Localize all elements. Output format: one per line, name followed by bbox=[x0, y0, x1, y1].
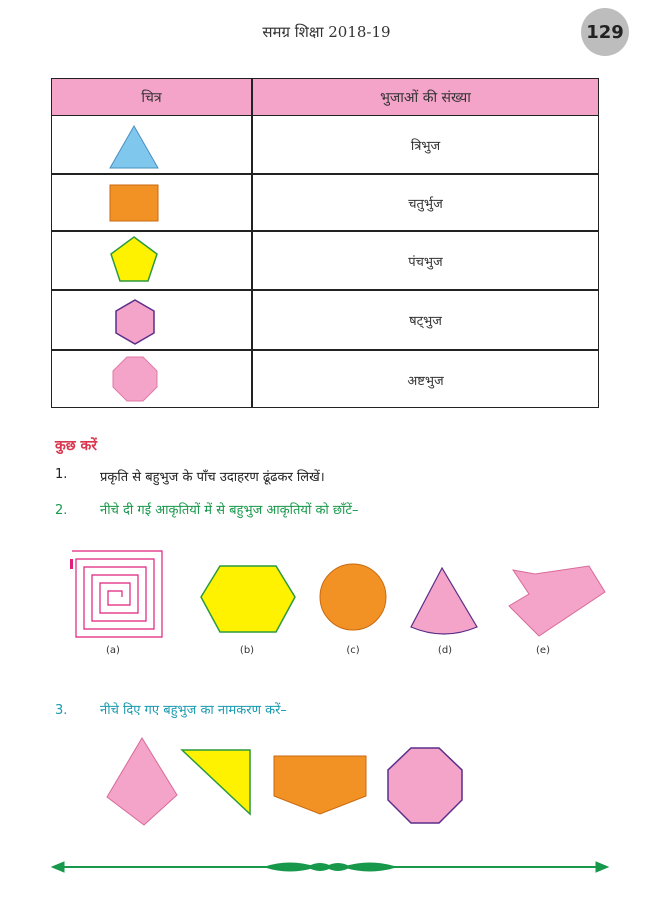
cone-figure bbox=[408, 565, 480, 643]
question-number: 2. bbox=[55, 503, 68, 518]
figure-caption: (d) bbox=[437, 645, 453, 656]
decorative-divider bbox=[50, 855, 610, 879]
table-row-label: त्रिभुज bbox=[410, 139, 441, 154]
table-row-label: चतुर्भुज bbox=[408, 196, 443, 212]
question-text: नीचे दी गई आकृतियों में से बहुभुज आकृतियों को छाँटें– bbox=[100, 503, 359, 518]
triangle-icon bbox=[108, 124, 160, 170]
octagon-figure bbox=[385, 746, 465, 826]
spiral-figure bbox=[62, 545, 172, 641]
table-row-label: अष्टभुज bbox=[407, 373, 444, 389]
figure-caption: (c) bbox=[346, 645, 360, 656]
column-header-sides: भुजाओं की संख्या bbox=[380, 90, 471, 106]
hexagon-figure bbox=[198, 563, 298, 635]
question-number: 3. bbox=[55, 703, 68, 718]
octagon-icon bbox=[111, 355, 159, 403]
circle-figure bbox=[318, 562, 388, 632]
figure-caption: (b) bbox=[239, 645, 255, 656]
right-triangle-figure bbox=[180, 748, 254, 818]
irregular-polygon-figure bbox=[505, 562, 609, 640]
table-row-label: पंचभुज bbox=[408, 254, 443, 270]
question-number: 1. bbox=[55, 467, 68, 482]
page-number-badge: 129 bbox=[581, 8, 629, 56]
polygon-table bbox=[51, 78, 599, 408]
figure-caption: (a) bbox=[106, 645, 120, 656]
table-row-label: षट्भुज bbox=[409, 314, 442, 329]
irregular-pentagon-figure bbox=[272, 754, 368, 816]
figure-caption: (e) bbox=[536, 645, 550, 656]
page-header: समग्र शिक्षा 2018-19 bbox=[262, 23, 391, 41]
rectangle-icon bbox=[108, 183, 160, 223]
column-header-picture: चित्र bbox=[141, 90, 162, 106]
kite-figure bbox=[104, 735, 180, 829]
pentagon-icon bbox=[109, 235, 159, 283]
section-title: कुछ करें bbox=[55, 438, 97, 454]
question-text: नीचे दिए गए बहुभुज का नामकरण करें– bbox=[100, 703, 287, 718]
hexagon-icon bbox=[114, 298, 156, 346]
question-text: प्रकृति से बहुभुज के पाँच उदाहरण ढूंढकर लिखें। bbox=[100, 470, 325, 485]
